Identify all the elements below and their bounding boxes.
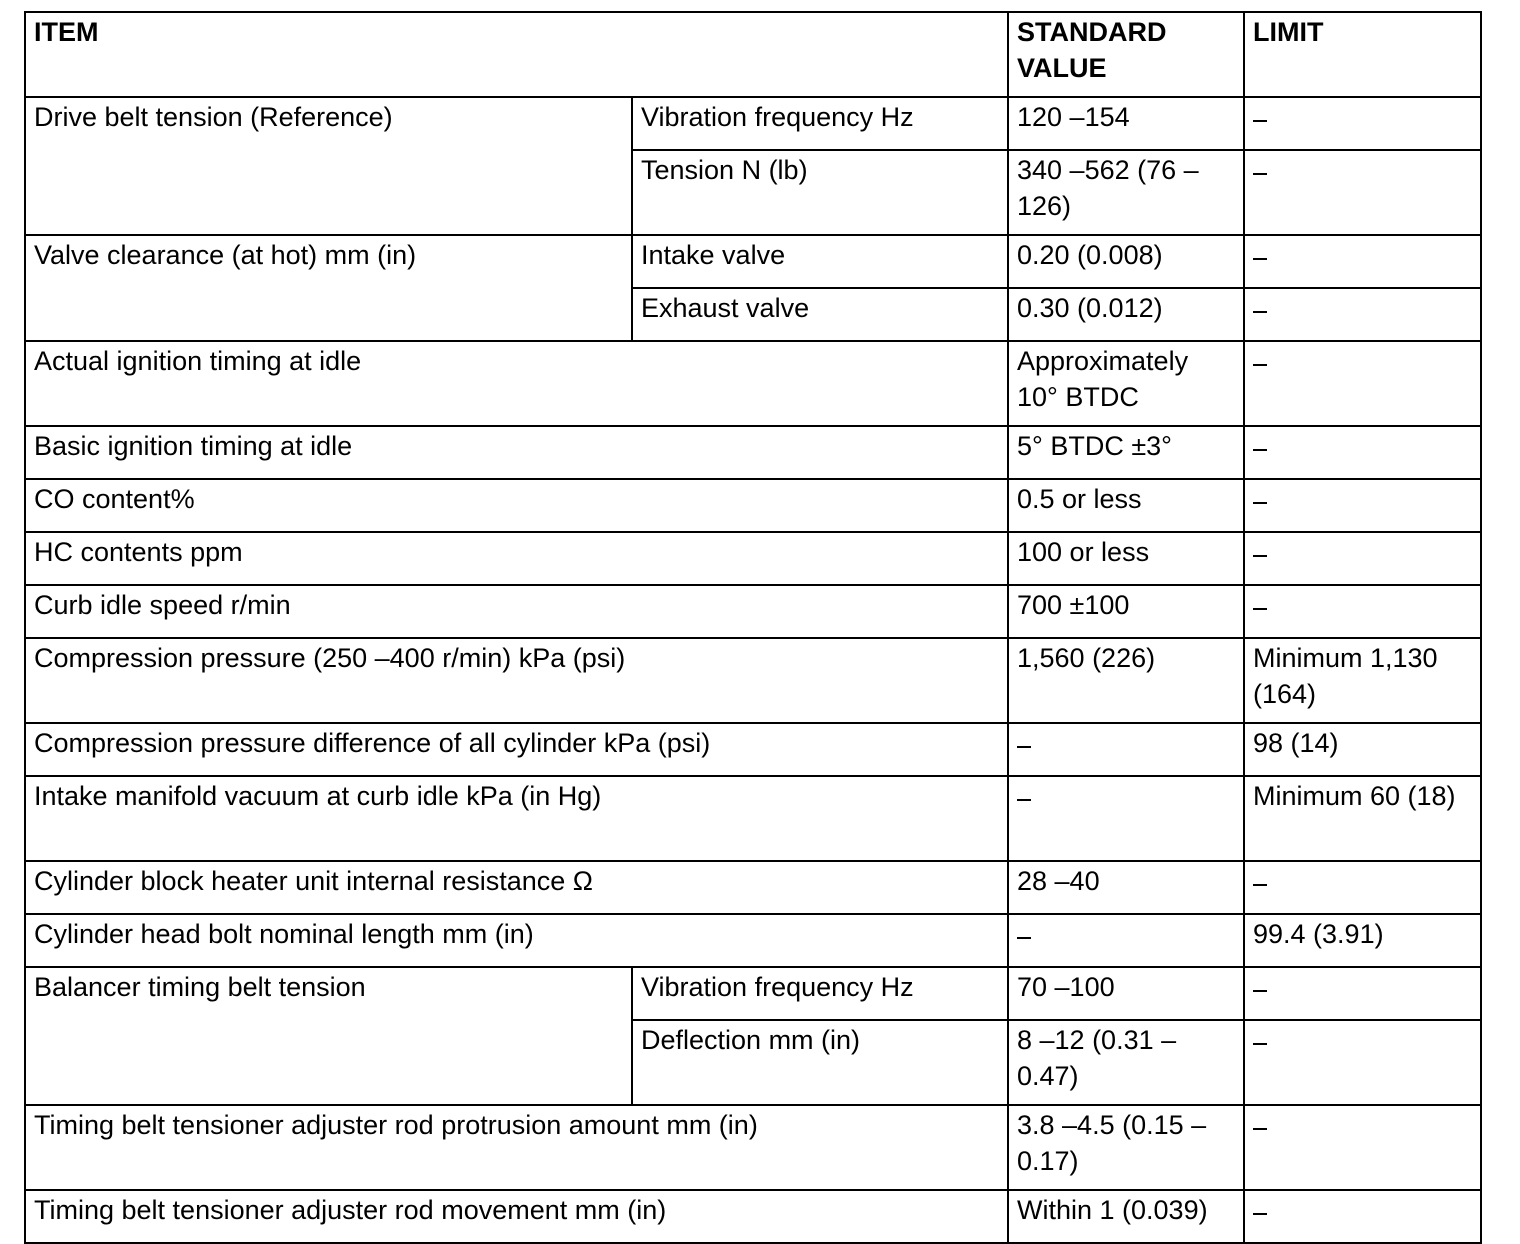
standard-cell: Within 1 (0.039) — [1008, 1190, 1244, 1243]
item-cell: Cylinder block heater unit internal resistance Ω — [25, 861, 1008, 914]
sub-item-cell: Deflection mm (in) — [632, 1020, 1008, 1105]
table-row — [25, 914, 1481, 967]
standard-cell — [1008, 723, 1244, 776]
item-cell: Valve clearance (at hot) mm (in) — [25, 235, 632, 341]
item-cell: Compression pressure (250 –400 r/min) kPa (psi) — [25, 638, 1008, 723]
standard-cell: 120 –154 — [1008, 97, 1244, 150]
item-cell: Timing belt tensioner adjuster rod protrusion amount mm (in) — [25, 1105, 1008, 1190]
dash-icon — [1253, 173, 1267, 175]
dash-icon — [1253, 364, 1267, 366]
standard-cell: 5° BTDC ±3° — [1008, 426, 1244, 479]
standard-cell: 340 –562 (76 – 126) — [1008, 150, 1244, 235]
dash-icon — [1253, 608, 1267, 610]
limit-cell — [1244, 967, 1481, 1020]
standard-cell: 0.30 (0.012) — [1008, 288, 1244, 341]
table-row — [25, 426, 1481, 479]
dash-icon — [1253, 258, 1267, 260]
standard-cell: 8 –12 (0.31 – 0.47) — [1008, 1020, 1244, 1105]
standard-cell: 70 –100 — [1008, 967, 1244, 1020]
dash-icon — [1253, 502, 1267, 504]
limit-cell: 99.4 (3.91) — [1244, 914, 1481, 967]
standard-cell: 100 or less — [1008, 532, 1244, 585]
dash-icon — [1253, 1213, 1267, 1215]
table-row — [25, 723, 1481, 776]
header-standard-value: STANDARD VALUE — [1008, 12, 1244, 97]
standard-cell: 0.5 or less — [1008, 479, 1244, 532]
sub-item-cell: Exhaust valve — [632, 288, 1008, 341]
limit-cell: Minimum 1,130 (164) — [1244, 638, 1481, 723]
specification-table — [24, 11, 1482, 1244]
dash-icon — [1253, 1043, 1267, 1045]
limit-cell: Minimum 60 (18) — [1244, 776, 1481, 861]
dash-icon — [1017, 746, 1031, 748]
dash-icon — [1253, 120, 1267, 122]
limit-cell — [1244, 288, 1481, 341]
limit-cell — [1244, 150, 1481, 235]
item-cell: HC contents ppm — [25, 532, 1008, 585]
dash-icon — [1253, 311, 1267, 313]
standard-cell: 28 –40 — [1008, 861, 1244, 914]
header-limit: LIMIT — [1244, 12, 1481, 97]
limit-cell — [1244, 532, 1481, 585]
dash-icon — [1253, 1128, 1267, 1130]
limit-cell — [1244, 1190, 1481, 1243]
item-cell: Intake manifold vacuum at curb idle kPa (in Hg) — [25, 776, 1008, 861]
dash-icon — [1017, 799, 1031, 801]
limit-cell — [1244, 585, 1481, 638]
item-cell: Compression pressure difference of all cylinder kPa (psi) — [25, 723, 1008, 776]
dash-icon — [1253, 555, 1267, 557]
table-row — [25, 341, 1481, 426]
limit-cell: 98 (14) — [1244, 723, 1481, 776]
item-cell: Drive belt tension (Reference) — [25, 97, 632, 235]
limit-cell — [1244, 1020, 1481, 1105]
dash-icon — [1017, 937, 1031, 939]
limit-cell — [1244, 1105, 1481, 1190]
header-row — [25, 12, 1481, 97]
table-row — [25, 776, 1481, 861]
standard-cell — [1008, 776, 1244, 861]
limit-cell — [1244, 861, 1481, 914]
table-row — [25, 638, 1481, 723]
sub-item-cell: Vibration frequency Hz — [632, 967, 1008, 1020]
table-row — [25, 532, 1481, 585]
table-row — [25, 97, 1481, 150]
table-row — [25, 585, 1481, 638]
standard-cell: 3.8 –4.5 (0.15 – 0.17) — [1008, 1105, 1244, 1190]
standard-cell: 0.20 (0.008) — [1008, 235, 1244, 288]
standard-cell: 1,560 (226) — [1008, 638, 1244, 723]
header-item: ITEM — [25, 12, 1008, 97]
table-row — [25, 967, 1481, 1020]
dash-icon — [1253, 884, 1267, 886]
dash-icon — [1253, 990, 1267, 992]
item-cell: Actual ignition timing at idle — [25, 341, 1008, 426]
standard-cell: Approximately 10° BTDC — [1008, 341, 1244, 426]
sub-item-cell: Vibration frequency Hz — [632, 97, 1008, 150]
item-cell: Balancer timing belt tension — [25, 967, 632, 1105]
item-cell: Basic ignition timing at idle — [25, 426, 1008, 479]
sub-item-cell: Intake valve — [632, 235, 1008, 288]
limit-cell — [1244, 235, 1481, 288]
sub-item-cell: Tension N (lb) — [632, 150, 1008, 235]
table-row — [25, 861, 1481, 914]
item-cell: Curb idle speed r/min — [25, 585, 1008, 638]
limit-cell — [1244, 479, 1481, 532]
dash-icon — [1253, 449, 1267, 451]
table-row — [25, 1105, 1481, 1190]
item-cell: Timing belt tensioner adjuster rod movement mm (in) — [25, 1190, 1008, 1243]
standard-cell: 700 ±100 — [1008, 585, 1244, 638]
limit-cell — [1244, 341, 1481, 426]
item-cell: Cylinder head bolt nominal length mm (in) — [25, 914, 1008, 967]
limit-cell — [1244, 97, 1481, 150]
table-row — [25, 479, 1481, 532]
item-cell: CO content% — [25, 479, 1008, 532]
standard-cell — [1008, 914, 1244, 967]
table-row — [25, 235, 1481, 288]
table-row — [25, 1190, 1481, 1243]
limit-cell — [1244, 426, 1481, 479]
